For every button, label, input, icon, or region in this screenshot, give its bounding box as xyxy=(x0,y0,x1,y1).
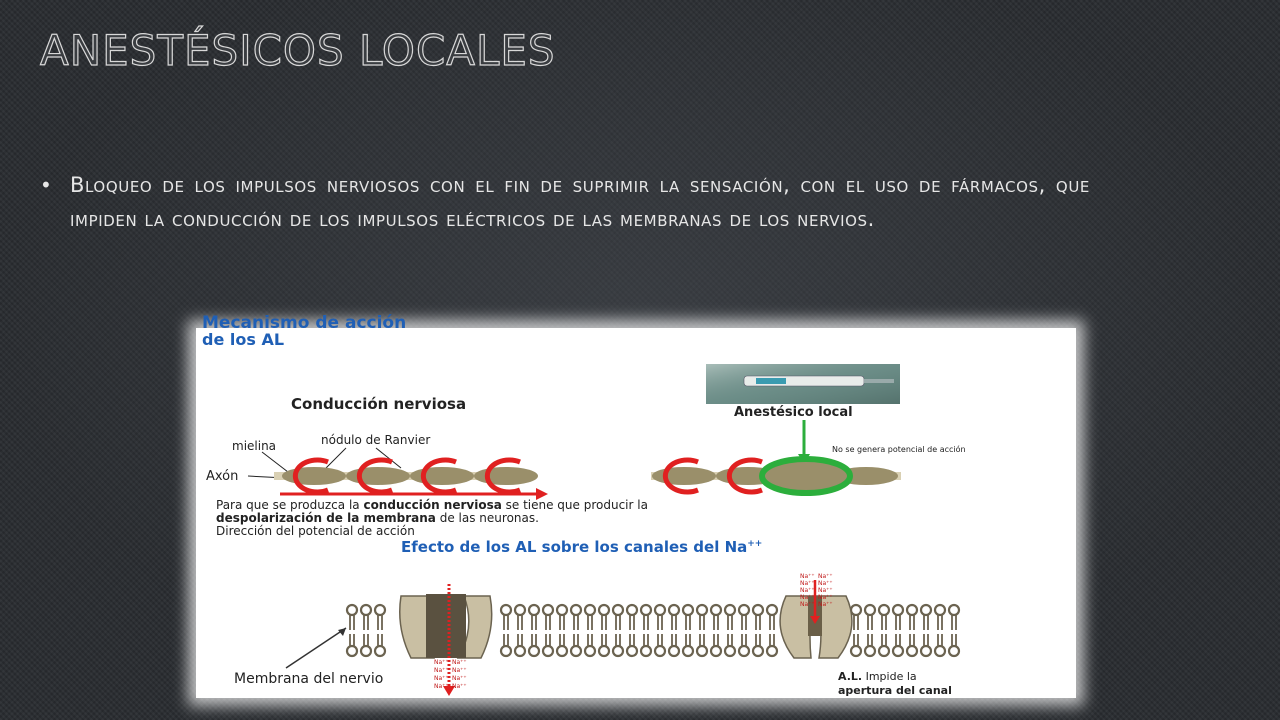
mielina-label: mielina xyxy=(232,439,277,453)
lipid-head xyxy=(557,605,567,615)
myelin-segment xyxy=(474,467,538,485)
lipid-head xyxy=(529,605,539,615)
nodulo-pointer-1 xyxy=(326,448,346,468)
efecto-title: Efecto de los AL sobre los canales del Na++ xyxy=(401,538,763,556)
lipid-head xyxy=(697,605,707,615)
sodium-ion-label: Na⁺⁺ xyxy=(800,601,815,608)
lipid-head xyxy=(613,646,623,656)
membrana-pointer xyxy=(286,628,346,668)
lipid-head xyxy=(711,605,721,615)
lipid-tails xyxy=(854,615,858,646)
sodium-ion-label: Na⁺⁺ xyxy=(434,675,449,682)
sodium-ion-label: Na⁺⁺ xyxy=(818,594,833,601)
lipid-head xyxy=(669,646,679,656)
lipid-head xyxy=(361,646,371,656)
lipid-head xyxy=(613,605,623,615)
lipid-head xyxy=(669,605,679,615)
sodium-channel-blocked xyxy=(780,580,852,658)
membrana-label: Membrana del nervio xyxy=(234,671,384,687)
lipid-tails xyxy=(672,615,676,646)
lipid-head xyxy=(921,646,931,656)
lipid-tails xyxy=(630,615,634,646)
lipid-tails xyxy=(868,615,872,646)
lipid-tails xyxy=(896,615,900,646)
lipid-tails xyxy=(350,615,354,646)
lipid-head xyxy=(515,646,525,656)
sodium-ion-label: Na⁺⁺ xyxy=(800,587,815,594)
lipid-tails xyxy=(532,615,536,646)
caption-line-3: Dirección del potencial de acción xyxy=(216,524,415,538)
lipid-tails xyxy=(518,615,522,646)
sodium-ion-label: Na⁺⁺ xyxy=(800,573,815,580)
axon-label: Axón xyxy=(206,469,239,484)
lipid-tails xyxy=(574,615,578,646)
lipid-head xyxy=(571,646,581,656)
axon-right xyxy=(651,459,901,493)
lipid-head xyxy=(767,605,777,615)
lipid-tails xyxy=(546,615,550,646)
lipid-head xyxy=(375,605,385,615)
lipid-head xyxy=(949,605,959,615)
sodium-ion-label: Na⁺⁺ xyxy=(452,659,467,666)
lipid-tails xyxy=(924,615,928,646)
myelin-segment xyxy=(282,467,346,485)
lipid-tails xyxy=(742,615,746,646)
lipid-tails xyxy=(882,615,886,646)
lipid-head xyxy=(501,646,511,656)
sodium-ion-label: Na⁺⁺ xyxy=(434,683,449,690)
caption-line-2: despolarización de la membrana de las neuronas. xyxy=(216,511,539,525)
lipid-head xyxy=(683,605,693,615)
lipid-head xyxy=(879,646,889,656)
lipid-head xyxy=(851,605,861,615)
no-potencial-label: No se genera potencial de acción xyxy=(832,445,966,454)
lipid-head xyxy=(893,605,903,615)
lipid-tails xyxy=(602,615,606,646)
lipid-tails xyxy=(910,615,914,646)
mechanism-figure xyxy=(196,313,1076,698)
sodium-ion-label: Na⁺⁺ xyxy=(434,667,449,674)
myelin-segment xyxy=(346,467,410,485)
blocked-node xyxy=(762,459,850,493)
sodium-ion-label: Na⁺⁺ xyxy=(818,573,833,580)
bullet-list xyxy=(40,168,1090,236)
lipid-head xyxy=(851,646,861,656)
figure-heading-partial: Mecanismo de acción xyxy=(202,313,407,333)
sodium-ion-label: Na⁺⁺ xyxy=(452,667,467,674)
lipid-head xyxy=(599,646,609,656)
lipid-head xyxy=(543,646,553,656)
lipid-head xyxy=(725,605,735,615)
lipid-head xyxy=(865,605,875,615)
lipid-tails xyxy=(938,615,942,646)
bullet-item xyxy=(40,168,1090,236)
lipid-head xyxy=(627,646,637,656)
lipid-tails xyxy=(952,615,956,646)
lipid-head xyxy=(907,605,917,615)
slide-title: ANESTÉSICOS LOCALES xyxy=(40,26,556,75)
sodium-ion-label: Na⁺⁺ xyxy=(434,659,449,666)
sodium-ion-label: Na⁺⁺ xyxy=(800,594,815,601)
sodium-ion-label: Na⁺⁺ xyxy=(800,580,815,587)
lipid-head xyxy=(711,646,721,656)
al-label-line-1: A.L. Impide la xyxy=(838,670,917,683)
lipid-head xyxy=(739,605,749,615)
lipid-head xyxy=(599,605,609,615)
lipid-tails xyxy=(700,615,704,646)
lipid-head xyxy=(375,646,385,656)
lipid-head xyxy=(543,605,553,615)
lipid-tails xyxy=(728,615,732,646)
lipid-head xyxy=(641,605,651,615)
lipid-head xyxy=(935,646,945,656)
lipid-head xyxy=(893,646,903,656)
lipid-head xyxy=(879,605,889,615)
lipid-head xyxy=(641,646,651,656)
lipid-tails xyxy=(658,615,662,646)
figure-heading: de los AL xyxy=(202,330,285,349)
myelin-segment xyxy=(410,467,474,485)
lipid-head xyxy=(753,605,763,615)
lipid-head xyxy=(697,646,707,656)
bullet-text: Bloqueo de los impulsos nerviosos con el fin de suprimir la sensación, con el uso de fármacos, que impiden la conducción de los impulsos eléctricos de las membranas de los nervios. xyxy=(70,173,1090,231)
lipid-tails xyxy=(686,615,690,646)
mielina-pointer xyxy=(262,452,288,472)
sodium-ion-label: Na⁺⁺ xyxy=(452,675,467,682)
lipid-head xyxy=(627,605,637,615)
lipid-head xyxy=(515,605,525,615)
lipid-tails xyxy=(588,615,592,646)
lipid-head xyxy=(739,646,749,656)
lipid-head xyxy=(725,646,735,656)
lipid-tails xyxy=(378,615,382,646)
lipid-tails xyxy=(714,615,718,646)
anestesico-label: Anestésico local xyxy=(734,405,853,420)
lipid-head xyxy=(557,646,567,656)
lipid-head xyxy=(501,605,511,615)
conduccion-title: Conducción nerviosa xyxy=(291,395,467,413)
lipid-head xyxy=(921,605,931,615)
lipid-head xyxy=(361,605,371,615)
lipid-head xyxy=(585,646,595,656)
lipid-head xyxy=(935,605,945,615)
lipid-head xyxy=(949,646,959,656)
lipid-tails xyxy=(364,615,368,646)
lipid-tails xyxy=(644,615,648,646)
lipid-tails xyxy=(560,615,564,646)
lipid-head xyxy=(347,605,357,615)
lipid-tails xyxy=(504,615,508,646)
al-label-line-2: apertura del canal xyxy=(838,684,952,697)
caption-line-1: Para que se produzca la conducción nerviosa se tiene que producir la xyxy=(216,498,648,512)
lipid-tails xyxy=(616,615,620,646)
syringe-photo xyxy=(706,364,900,404)
lipid-head xyxy=(347,646,357,656)
myelin-segment xyxy=(652,467,716,485)
lipid-head xyxy=(585,605,595,615)
lipid-head xyxy=(865,646,875,656)
lipid-head xyxy=(767,646,777,656)
lipid-head xyxy=(753,646,763,656)
lipid-head xyxy=(571,605,581,615)
lipid-tails xyxy=(770,615,774,646)
sodium-ion-label: Na⁺⁺ xyxy=(818,587,833,594)
lipid-head xyxy=(907,646,917,656)
figure-svg xyxy=(196,313,1076,698)
lipid-head xyxy=(683,646,693,656)
lipid-head xyxy=(655,646,665,656)
bullet-icon: • xyxy=(40,173,53,197)
lipid-head xyxy=(529,646,539,656)
sodium-ion-label: Na⁺⁺ xyxy=(818,580,833,587)
sodium-ion-label: Na⁺⁺ xyxy=(818,601,833,608)
sodium-ion-label: Na⁺⁺ xyxy=(452,683,467,690)
lipid-head xyxy=(655,605,665,615)
lipid-tails xyxy=(756,615,760,646)
nodulo-label: nódulo de Ranvier xyxy=(321,433,431,447)
axon-left xyxy=(274,460,548,500)
